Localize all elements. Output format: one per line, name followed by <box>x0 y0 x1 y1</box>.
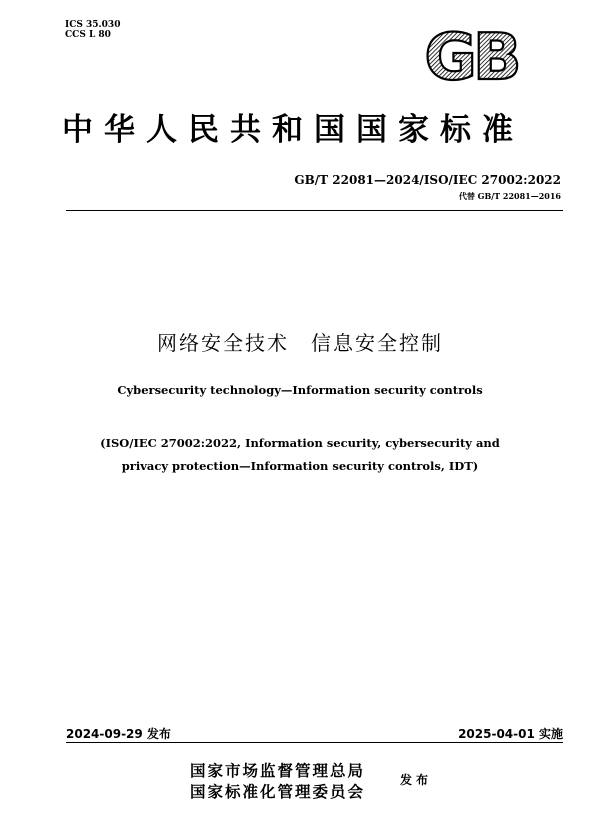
issuer-block <box>190 760 365 802</box>
issuer-line-1: 国家市场监督管理总局 <box>190 761 366 780</box>
ccs-code: CCS L 80 <box>65 30 111 40</box>
implementation-date: 2025-04-01 实施 <box>458 727 563 741</box>
issuer-line-2: 国家标准化管理委员会 <box>190 782 366 801</box>
bottom-divider <box>66 742 563 743</box>
gb-logo-text: GB <box>424 24 518 84</box>
gb-logo <box>410 24 532 84</box>
equivalence-line-1: (ISO/IEC 27002:2022, Information security, cybersecurity and <box>100 436 500 450</box>
title-english: Cybersecurity technology—Information security controls <box>117 383 483 397</box>
standard-number: GB/T 22081—2024/ISO/IEC 27002:2022 <box>294 173 561 187</box>
classification-codes <box>65 20 120 40</box>
title-chinese: 网络安全技术 信息安全控制 <box>157 331 443 355</box>
publication-date: 2024-09-29 发布 <box>66 727 171 741</box>
gb-logo-graphic <box>410 24 532 84</box>
replaces-note: 代替 GB/T 22081—2016 <box>458 191 561 201</box>
org-title: 中华人民共和国国家标准 <box>62 112 524 148</box>
top-divider <box>66 210 563 211</box>
ics-code: ICS 35.030 <box>65 20 121 30</box>
equivalence-line-2: privacy protection—Information security controls, IDT) <box>121 459 479 473</box>
issue-word: 发布 <box>400 773 433 787</box>
